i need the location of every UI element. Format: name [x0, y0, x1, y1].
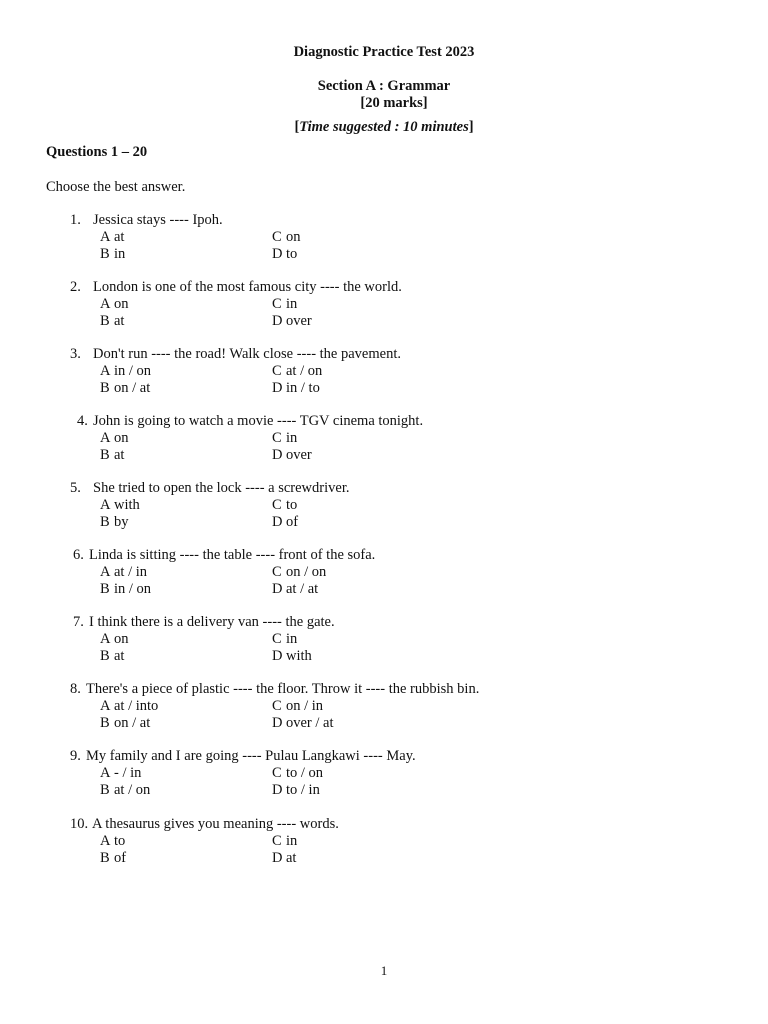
option-d[interactable]: D over — [272, 447, 312, 463]
time-bracket-open: [ — [294, 119, 300, 135]
option-c[interactable]: C on / in — [272, 698, 324, 714]
option-a[interactable]: A at / into — [100, 698, 159, 714]
question-number: 5. — [70, 480, 81, 496]
option-d-text: to / in — [286, 782, 320, 798]
question-number: 4. — [77, 413, 88, 429]
option-c-text: on — [286, 229, 301, 245]
question-text: A thesaurus gives you meaning ---- words. — [92, 816, 339, 832]
option-b-text: at — [114, 447, 125, 463]
question-8 — [0, 681, 768, 741]
option-a-text: at / in — [114, 564, 148, 580]
option-a[interactable]: A with — [100, 497, 140, 513]
document-title: Diagnostic Practice Test 2023 — [293, 44, 475, 60]
option-d[interactable]: D at / at — [272, 581, 319, 597]
question-stem — [70, 681, 479, 698]
option-c[interactable]: C to — [272, 497, 298, 513]
option-d[interactable]: D with — [272, 648, 312, 664]
section-title: Section A : Grammar — [317, 78, 451, 94]
option-d-text: over — [286, 313, 312, 329]
option-b[interactable]: B in — [100, 246, 126, 262]
option-a-text: in / on — [114, 363, 152, 379]
time-bracket-close: ] — [468, 119, 474, 135]
option-d[interactable]: D to / in — [272, 782, 320, 798]
questions-heading: Questions 1 – 20 — [46, 144, 148, 160]
question-stem — [73, 547, 375, 564]
option-c[interactable]: C in — [272, 296, 298, 312]
question-7 — [0, 614, 768, 674]
option-a[interactable]: A - / in — [100, 765, 142, 781]
question-number: 3. — [70, 346, 81, 362]
option-a-text: on — [114, 430, 129, 446]
option-c[interactable]: C to / on — [272, 765, 324, 781]
option-b-text: in — [114, 246, 126, 262]
question-stem — [70, 212, 223, 229]
option-d-text: to — [286, 246, 298, 262]
question-1 — [0, 212, 768, 272]
option-c[interactable]: C at / on — [272, 363, 323, 379]
question-text: I think there is a delivery van ---- the gate. — [89, 614, 335, 630]
option-c-text: at / on — [286, 363, 323, 379]
option-b-text: in / on — [114, 581, 152, 597]
option-b-text: on / at — [114, 380, 151, 396]
question-stem — [70, 480, 349, 497]
option-b-text: at — [114, 648, 125, 664]
time-suggested-text: Time suggested : 10 minutes — [299, 119, 469, 135]
option-a-text: to — [114, 833, 126, 849]
question-5 — [0, 480, 768, 540]
option-c-text: on / in — [286, 698, 324, 714]
question-stem — [77, 413, 423, 430]
question-stem — [70, 816, 339, 833]
option-c-text: in — [286, 833, 298, 849]
option-d[interactable]: D at — [272, 850, 297, 866]
question-number: 7. — [73, 614, 84, 630]
option-c-text: on / on — [286, 564, 327, 580]
question-text: My family and I are going ---- Pulau Langkawi ---- May. — [86, 748, 416, 764]
option-c-text: in — [286, 296, 298, 312]
page-number: 1 — [380, 963, 388, 978]
question-text: Jessica stays ---- Ipoh. — [93, 212, 223, 228]
option-b-text: at / on — [114, 782, 151, 798]
option-a[interactable]: A on — [100, 296, 129, 312]
question-number: 6. — [73, 547, 84, 563]
option-a-text: on — [114, 631, 129, 647]
option-c[interactable]: C in — [272, 631, 298, 647]
question-2 — [0, 279, 768, 339]
section-marks: [20 marks] — [360, 95, 428, 111]
option-a[interactable]: A at / in — [100, 564, 148, 580]
option-d[interactable]: D of — [272, 514, 299, 530]
option-c-text: to — [286, 497, 298, 513]
question-number: 9. — [70, 748, 81, 764]
option-b[interactable]: B by — [100, 514, 129, 530]
option-a-text: at / into — [114, 698, 159, 714]
option-a-text: on — [114, 296, 129, 312]
option-d[interactable]: D in / to — [272, 380, 320, 396]
question-text: There's a piece of plastic ---- the floor. Throw it ---- the rubbish bin. — [86, 681, 480, 697]
option-b[interactable]: B at — [100, 648, 125, 664]
option-d[interactable]: D over — [272, 313, 312, 329]
option-d-text: at / at — [286, 581, 319, 597]
option-b-text: on / at — [114, 715, 151, 731]
option-b[interactable]: B at / on — [100, 782, 151, 798]
option-a[interactable]: A at — [100, 229, 125, 245]
option-b-text: of — [114, 850, 127, 866]
question-6 — [0, 547, 768, 607]
option-a[interactable]: A on — [100, 430, 129, 446]
option-b[interactable]: B on / at — [100, 380, 151, 396]
option-a-text: at — [114, 229, 125, 245]
question-text: Don't run ---- the road! Walk close ---- the pavement. — [93, 346, 401, 362]
option-d-text: with — [286, 648, 312, 664]
option-b[interactable]: B on / at — [100, 715, 151, 731]
option-d-text: of — [286, 514, 299, 530]
option-a[interactable]: A on — [100, 631, 129, 647]
option-d-text: in / to — [286, 380, 320, 396]
question-stem — [73, 614, 335, 631]
option-d-text: over — [286, 447, 312, 463]
option-c-text: to / on — [286, 765, 324, 781]
option-c[interactable]: C on — [272, 229, 301, 245]
option-b-text: by — [114, 514, 129, 530]
question-stem — [70, 346, 401, 363]
option-a[interactable]: A in / on — [100, 363, 152, 379]
option-b[interactable]: B at — [100, 447, 125, 463]
question-10 — [0, 816, 768, 876]
question-number: 10. — [70, 816, 89, 832]
option-c[interactable]: C on / on — [272, 564, 327, 580]
option-b[interactable]: B at — [100, 313, 125, 329]
option-c[interactable]: C in — [272, 833, 298, 849]
question-4 — [0, 413, 768, 473]
option-b-text: at — [114, 313, 125, 329]
question-text: She tried to open the lock ---- a screwdriver. — [93, 480, 350, 496]
question-text: John is going to watch a movie ---- TGV cinema tonight. — [93, 413, 424, 429]
question-stem — [70, 279, 402, 296]
option-a[interactable]: A to — [100, 833, 126, 849]
question-number: 8. — [70, 681, 81, 697]
time-suggested — [0, 119, 768, 136]
option-c-text: in — [286, 631, 298, 647]
question-3 — [0, 346, 768, 406]
option-d[interactable]: D to — [272, 246, 298, 262]
option-a-text: with — [114, 497, 140, 513]
instruction: Choose the best answer. — [46, 179, 186, 195]
option-d[interactable]: D over / at — [272, 715, 334, 731]
option-b[interactable]: B in / on — [100, 581, 152, 597]
option-b[interactable]: B of — [100, 850, 127, 866]
question-9 — [0, 748, 768, 808]
question-number: 2. — [70, 279, 81, 295]
question-number: 1. — [70, 212, 81, 228]
question-text: London is one of the most famous city ---- the world. — [93, 279, 402, 295]
option-d-text: over / at — [286, 715, 334, 731]
option-c-text: in — [286, 430, 298, 446]
question-text: Linda is sitting ---- the table ---- front of the sofa. — [89, 547, 376, 563]
option-a-text: - / in — [114, 765, 142, 781]
option-d-text: at — [286, 850, 297, 866]
option-c[interactable]: C in — [272, 430, 298, 446]
question-stem — [70, 748, 416, 765]
